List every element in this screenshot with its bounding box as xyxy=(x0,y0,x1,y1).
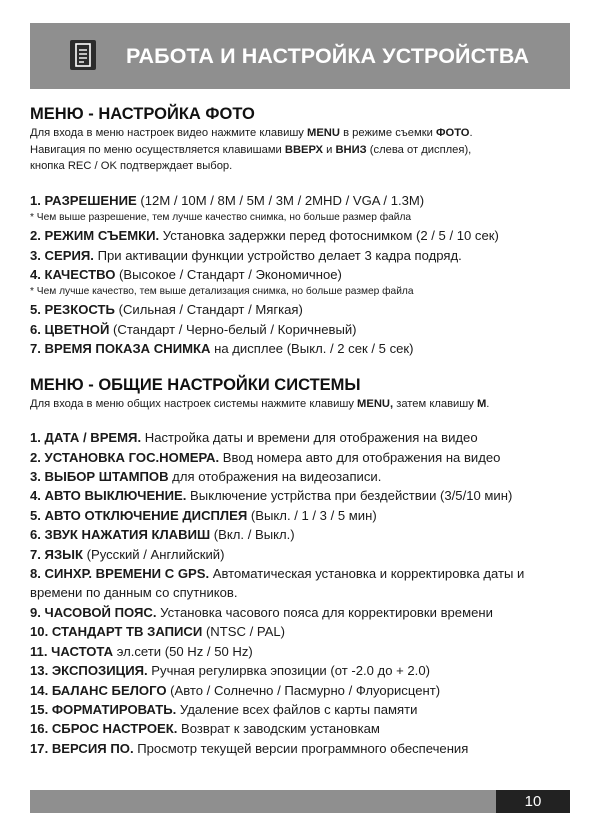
list-item: 2. УСТАНОВКА ГОС.НОМЕРА. Ввод номера авто для отображения на видео xyxy=(30,449,501,465)
list-item: 14. БАЛАНС БЕЛОГО (Авто / Солнечно / Пасмурно / Флуорисцент) xyxy=(30,682,441,698)
system-menu-section xyxy=(30,375,575,759)
list-item: 10. СТАНДАРТ ТВ ЗАПИСИ (NTSC / PAL) xyxy=(30,624,286,640)
list-item: 2. РЕЖИМ СЪЕМКИ. Установка задержки перед фотоснимком (2 / 5 / 10 сек) xyxy=(30,228,499,244)
list-item: 9. ЧАСОВОЙ ПОЯС. Установка часового пояса для корректировки времени xyxy=(30,604,493,620)
list-item: 3. ВЫБОР ШТАМПОВ для отображения на видеозаписи. xyxy=(30,469,382,485)
page-footer xyxy=(30,790,570,813)
list-item: 7. ВРЕМЯ ПОКАЗА СНИМКА на дисплее (Выкл. / 2 сек / 5 сек) xyxy=(30,341,414,357)
page-number: 10 xyxy=(496,790,570,813)
page-header xyxy=(30,23,570,89)
list-item: 5. АВТО ОТКЛЮЧЕНИЕ ДИСПЛЕЯ (Выкл. / 1 / 3 / 5 мин) xyxy=(30,507,377,523)
list-item: 4. КАЧЕСТВО (Высокое / Стандарт / Экономичное) xyxy=(30,267,342,282)
photo-menu-title: МЕНЮ - НАСТРОЙКА ФОТО xyxy=(30,105,255,123)
list-item: 4. АВТО ВЫКЛЮЧЕНИЕ. Выключение устрйства при бездействии (3/5/10 мин) xyxy=(30,488,513,504)
system-menu-items xyxy=(30,428,575,758)
list-item: 7. ЯЗЫК (Русский / Английский) xyxy=(30,546,225,562)
photo-menu-intro: Для входа в меню настроек видео нажмите клавишу MENU в режиме съемки ФОТО. Навигация по меню осуществляется клавишами ВВЕРХ и ВНИЗ (слева от дисплея), кнопка REC / OK подтверждает выбор. xyxy=(30,127,473,173)
list-item: 6. ЦВЕТНОЙ (Стандарт / Черно-белый / Коричневый) xyxy=(30,321,357,337)
list-item: 13. ЭКСПОЗИЦИЯ. Ручная регулирвка эпозиции (от -2.0 до + 2.0) xyxy=(30,663,430,679)
list-item: 6. ЗВУК НАЖАТИЯ КЛАВИШ (Вкл. / Выкл.) xyxy=(30,527,295,543)
list-item: 1. РАЗРЕШЕНИЕ (12M / 10M / 8M / 5M / 3M / 2MHD / VGA / 1.3M) xyxy=(30,192,425,208)
list-item: 11. ЧАСТОТА эл.сети (50 Hz / 50 Hz) xyxy=(30,643,253,659)
page-title: РАБОТА И НАСТРОЙКА УСТРОЙСТВА xyxy=(126,44,530,68)
photo-menu-items xyxy=(30,191,575,359)
list-item: 15. ФОРМАТИРОВАТЬ. Удаление всех файлов с карты памяти xyxy=(30,701,418,717)
list-item: 16. СБРОС НАСТРОЕК. Возврат к заводским установкам xyxy=(30,721,380,737)
list-item: 8. СИНХР. ВРЕМЕНИ С GPS. Автоматическая установка и корректировка даты и времени по данным со спутников. xyxy=(30,566,525,601)
list-item: 5. РЕЗКОСТЬ (Сильная / Стандарт / Мягкая) xyxy=(30,302,303,318)
system-menu-intro: Для входа в меню общих настроек системы нажмите клавишу MENU, затем клавишу M. xyxy=(30,397,490,410)
document-icon xyxy=(70,40,96,70)
resolution-note: * Чем выше разрешение, тем лучше качество снимка, но больше размер файла xyxy=(30,212,412,224)
quality-note: * Чем лучше качество, тем выше детализация снимка, но больше размер файла xyxy=(30,286,414,298)
list-item: 3. СЕРИЯ. При активации функции устройство делает 3 кадра подряд. xyxy=(30,247,462,263)
list-item: 17. ВЕРСИЯ ПО. Просмотр текущей версии программного обеспечения xyxy=(30,740,469,756)
main-content xyxy=(30,104,575,758)
system-menu-title: МЕНЮ - ОБЩИЕ НАСТРОЙКИ СИСТЕМЫ xyxy=(30,375,361,394)
list-item: 1. ДАТА / ВРЕМЯ. Настройка даты и времени для отображения на видео xyxy=(30,430,478,446)
